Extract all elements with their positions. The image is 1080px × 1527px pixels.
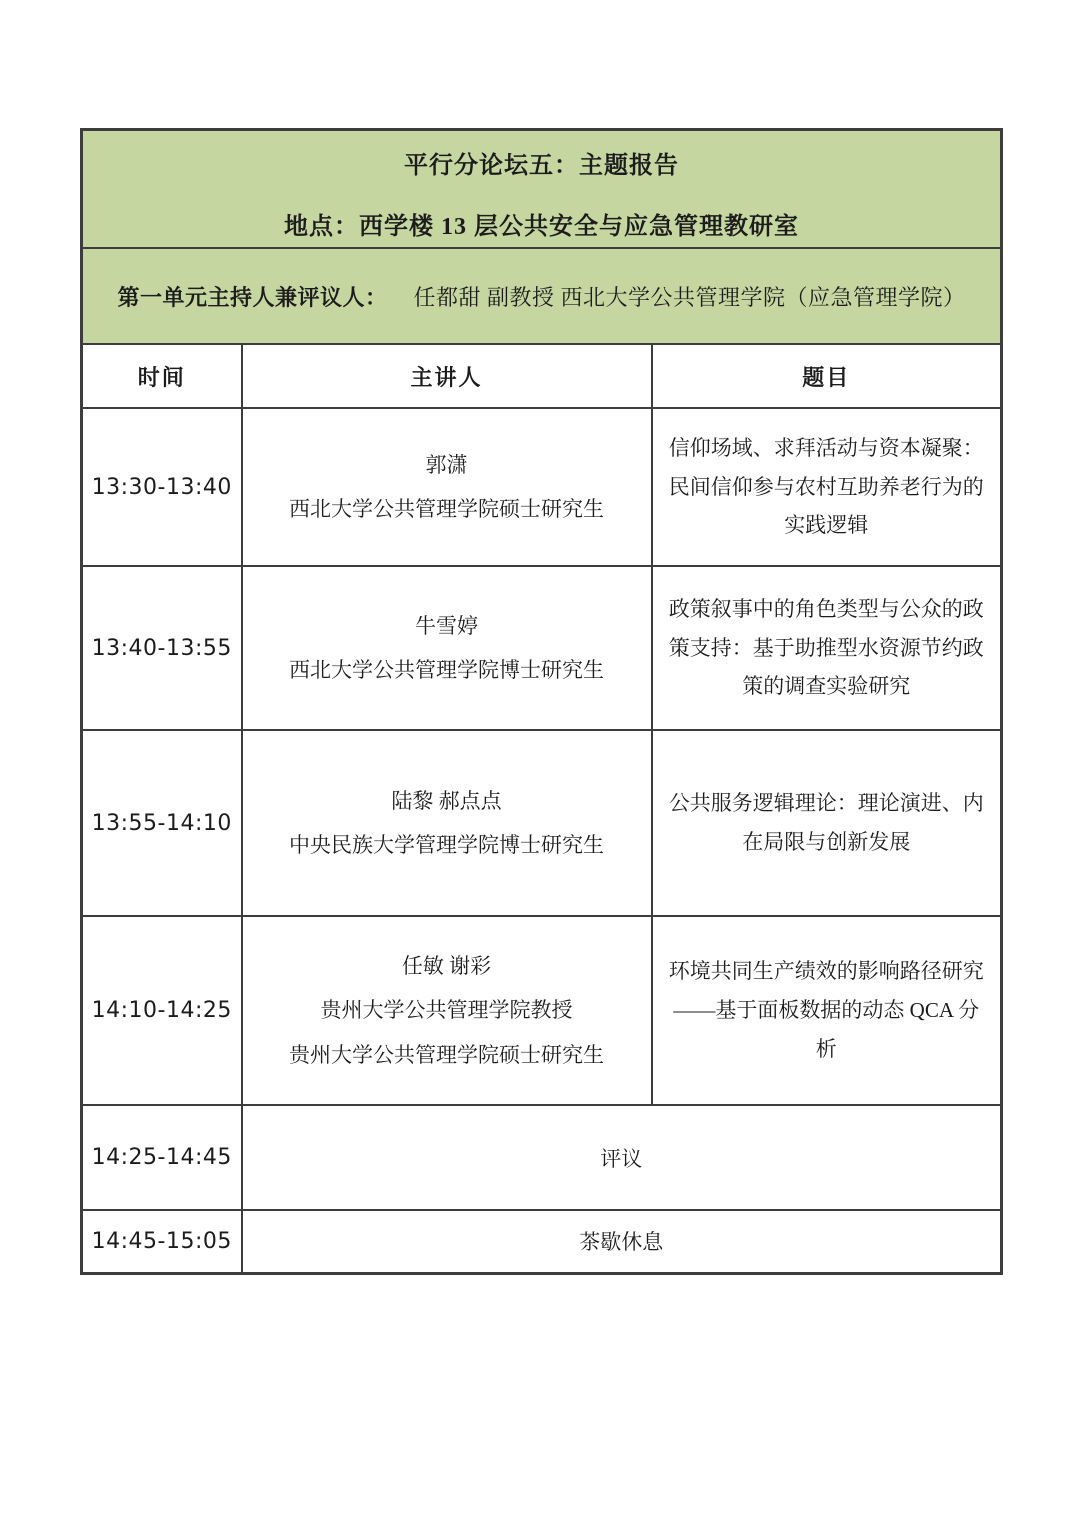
table-header-row <box>82 344 1002 408</box>
table-row <box>82 916 1002 1105</box>
speaker-cell <box>242 566 652 730</box>
table-row <box>82 730 1002 916</box>
speaker-name: 陆黎 郝点点 <box>391 788 502 813</box>
time-cell: 13:40-13:55 <box>82 566 242 730</box>
moderator-label: 第一单元主持人兼评议人： <box>117 284 388 310</box>
moderator-row <box>82 248 1002 344</box>
speaker-affiliation: 贵州大学公共管理学院教授 <box>320 998 573 1023</box>
col-header-speaker: 主讲人 <box>242 344 652 408</box>
moderator-cell <box>82 248 1002 344</box>
speaker-name: 任敏 谢彩 <box>401 954 492 979</box>
topic-cell: 环境共同生产绩效的影响路径研究——基于面板数据的动态 QCA 分析 <box>652 916 1002 1105</box>
table-row <box>82 408 1002 566</box>
speaker-cell <box>242 730 652 916</box>
table-row <box>82 566 1002 730</box>
time-cell: 13:55-14:10 <box>82 730 242 916</box>
topic-cell: 公共服务逻辑理论：理论演进、内在局限与创新发展 <box>652 730 1002 916</box>
topic-cell: 信仰场域、求拜活动与资本凝聚：民间信仰参与农村互助养老行为的实践逻辑 <box>652 408 1002 566</box>
time-cell: 14:10-14:25 <box>82 916 242 1105</box>
forum-header-cell <box>82 130 1002 249</box>
speaker-affiliation: 西北大学公共管理学院博士研究生 <box>289 658 604 682</box>
table-row <box>82 1210 1002 1273</box>
speaker-affiliation: 中央民族大学管理学院博士研究生 <box>289 833 604 857</box>
speaker-name: 牛雪婷 <box>415 613 478 638</box>
schedule-table <box>80 128 1003 1275</box>
col-header-topic: 题目 <box>652 344 1002 408</box>
moderator-value: 任都甜 副教授 西北大学公共管理学院（应急管理学院） <box>413 284 966 310</box>
speaker-cell <box>242 916 652 1105</box>
time-cell: 14:25-14:45 <box>82 1105 242 1210</box>
merged-cell: 评议 <box>242 1105 1002 1210</box>
table-row <box>82 1105 1002 1210</box>
time-cell: 14:45-15:05 <box>82 1210 242 1273</box>
speaker-affiliation: 西北大学公共管理学院硕士研究生 <box>289 497 604 521</box>
forum-location: 地点：西学楼 13 层公共安全与应急管理教研室 <box>284 214 799 240</box>
col-header-time: 时间 <box>82 344 242 408</box>
topic-cell: 政策叙事中的角色类型与公众的政策支持：基于助推型水资源节约政策的调查实验研究 <box>652 566 1002 730</box>
forum-header-row <box>82 130 1002 249</box>
merged-cell: 茶歇休息 <box>242 1210 1002 1273</box>
speaker-name: 郭潇 <box>425 452 468 477</box>
forum-title: 平行分论坛五：主题报告 <box>404 153 679 179</box>
speaker-affiliation: 贵州大学公共管理学院硕士研究生 <box>289 1042 604 1067</box>
time-cell: 13:30-13:40 <box>82 408 242 566</box>
speaker-cell <box>242 408 652 566</box>
